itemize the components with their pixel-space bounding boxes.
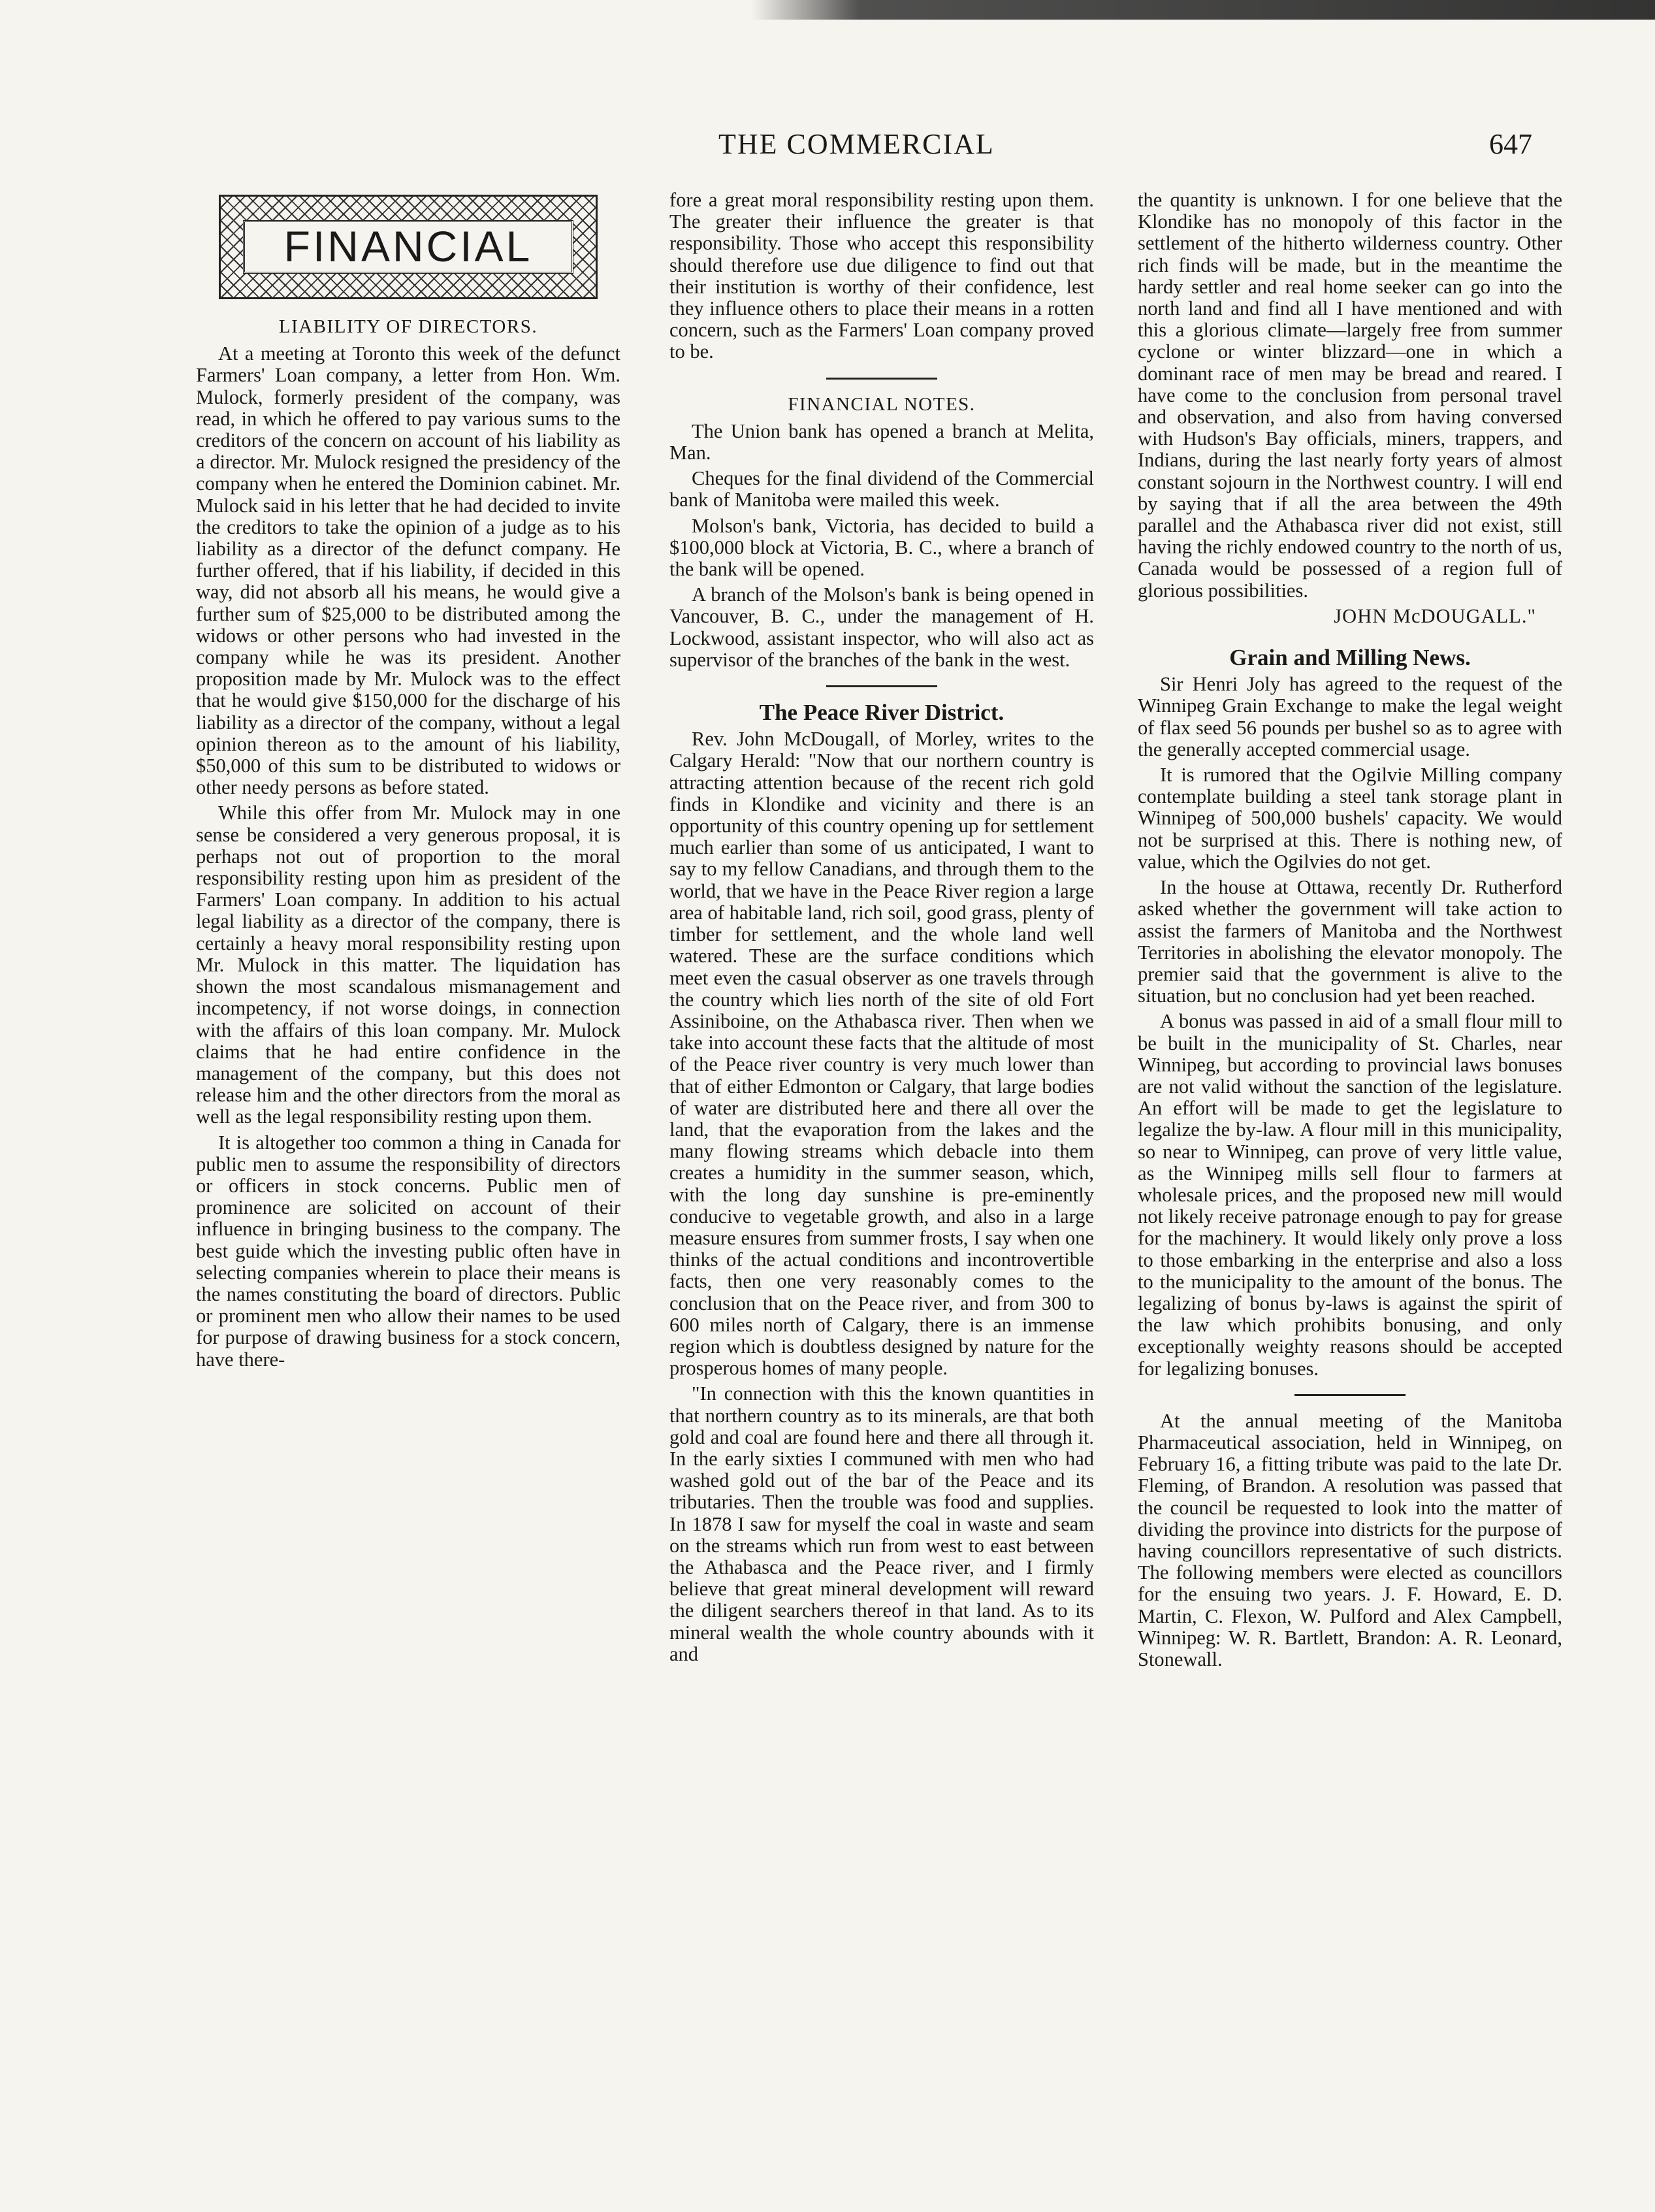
note-item: Molson's bank, Victoria, has decided to build a $100,000 block at Victoria, B. C., where a branch of the bank will be opened. — [669, 514, 1094, 581]
running-header — [0, 127, 1655, 167]
article-paragraph-continued: fore a great moral responsibility resting upon them. The greater their influence the greater is that responsibility. Those who accept this responsibility should therefore use due diligence to find out that their institution is worthy of their confidence, lest they influence others to place their means in a rotten concern, such as the Farmers' Loan company proved to be. — [669, 189, 1094, 363]
article-paragraph: A bonus was passed in aid of a small flour mill to be built in the municipality of St. Charles, near Winnipeg, but according to provincial laws bonuses are not valid without the sanction of the legislature. An effort will be made to get the legislature to legalize the by-law. A flour mill in this municipality, so near to Winnipeg, can prove of very little value, as the Winnipeg mills sell flour to farmers at wholesale prices, and the proposed new mill would not likely receive patronage enough to pay for grease for the machinery. It would likely only prove a loss to those embarking in the enterprise and also a loss to the municipality to the amount of the bonus. The legalizing of bonus by-laws is against the spirit of the law which prohibits bonusing, and only exceptionally weighty reasons should be accepted for legalizing bonuses. — [1138, 1010, 1562, 1380]
letter-signature: JOHN McDOUGALL." — [1334, 604, 1536, 627]
article-paragraph: It is altogether too common a thing in Canada for public men to assume the responsibility of directors or officers in stock concerns. Public men of prominence are solicited on account of their influence in bringing business to the company. The best guide which the investing public often have in selecting companies wherein to place their means is the names constituting the board of directors. Public or prominent men who allow their names to be used for purpose of drawing business for a stock concern, have there- — [196, 1131, 620, 1371]
article-heading-liability: LIABILITY OF DIRECTORS. — [278, 316, 538, 337]
article-paragraph: At a meeting at Toronto this week of the defunct Farmers' Loan company, a letter from Hon. Wm. Mulock, formerly president of the company, was read, in which he offered to pay various sums to the creditors of the concern on account of his liability as a director. Mr. Mulock resigned the presidency of the company when he entered the Dominion cabinet. Mr. Mulock said in his letter that he had decided to invite the creditors to take the opinion of a judge as to his liability as a director of the defunct company. He further offered, that if his liability, if decided in this way, did not absorb all his means, he would give a further sum of $25,000 to be distributed among the widows or other persons who had invested in the company while he was its president. Another proposition made by Mr. Mulock was to the effect that he would give $150,000 for the discharge of his liability as a director of the company, without a legal opinion thereon as to the amount of his liability, $50,000 of this sum to be distributed to widows or other needy persons as before stated. — [196, 342, 620, 799]
article-paragraph: "In connection with this the known quantities in that northern country as to its minerals, are that both gold and coal are found here and there all through it. In the early sixties I communed with men who had washed gold out of the bar of the Peace and its tributaries. Then the trouble was food and supplies. In 1878 I saw for myself the coal in waste and seam on the streams which run from west to east between the Athabasca and the Peace river, and I firmly believe that great mineral development will reward the diligent searchers thereof in that land. As to its mineral wealth the whole country abounds with it and — [669, 1382, 1094, 1665]
note-item: Cheques for the final dividend of the Commercial bank of Manitoba were mailed this week. — [669, 467, 1094, 512]
article-paragraph: It is rumored that the Ogilvie Milling company contemplate building a steel tank storage plant in Winnipeg of 500,000 bushels' capacity. We would not be surprised at this. There is nothing new, of value, which the Ogilvies do not get. — [1138, 764, 1562, 873]
article-paragraph: In the house at Ottawa, recently Dr. Rutherford asked whether the government will take action to assist the farmers of Manitoba and the Northwest Territories in abolishing the elevator monopoly. The premier said that the government is alive to the situation, but no conclusion had yet been reached. — [1138, 876, 1562, 1007]
article-paragraph: Rev. John McDougall, of Morley, writes to the Calgary Herald: "Now that our northern country is attracting attention because of the recent rich gold finds in Klondike and vicinity and there is an opportunity of this country opening up for settlement much earlier than some of us anticipated, I want to say to my fellow Canadians, and through them to the world, that we have in the Peace River region a large area of habitable land, rich soil, good grass, plenty of timber for settlement, and the whole land well watered. These are the surface conditions which meet even the casual observer as one travels through the country which lies north of the site of old Fort Assiniboine, on the Athabasca river. Then when we take into account these facts that the altitude of most of the Peace river country is very much lower than that of either Edmonton or Calgary, that large bodies of water are distributed here and there all over the land, that the evaporation from the lakes and the many flowing streams which debacle into them creates a humidity in the summer season, which, with the long day sunshine is pre-eminently conducive to vegetable growth, and also in a large measure ensures from summer frosts, I say when one thinks of the actual conditions and incontrovertible facts, then one very reasonably comes to the conclusion that on the Peace river, and from 300 to 600 miles north of Calgary, there is an immense region which is doubtless designed by nature for the prosperous homes of many people. — [669, 728, 1094, 1380]
note-item: A branch of the Molson's bank is being opened in Vancouver, B. C., under the management of H. Lockwood, assistant inspector, who will also act as supervisor of the branches of the bank in the west. — [669, 583, 1094, 671]
publication-title: THE COMMERCIAL — [718, 128, 995, 160]
column-1 — [196, 189, 620, 1374]
column-3 — [1138, 189, 1562, 1674]
article-paragraph: Sir Henri Joly has agreed to the request of the Winnipeg Grain Exchange to make the legal weight of flax seed 56 pounds per bushel so as to agree with the generally accepted commercial usage. — [1138, 673, 1562, 760]
scan-edge-band — [751, 0, 1655, 20]
article-heading-financial-notes: FINANCIAL NOTES. — [788, 393, 976, 415]
column-2 — [669, 189, 1094, 1669]
financial-banner-label: FINANCIAL — [283, 222, 533, 271]
article-heading-grain-milling: Grain and Milling News. — [1229, 645, 1471, 671]
section-divider — [826, 378, 937, 380]
article-heading-peace-river: The Peace River District. — [759, 700, 1004, 726]
financial-banner-frame — [243, 220, 573, 274]
page-number: 647 — [1489, 128, 1532, 160]
note-item: The Union bank has opened a branch at Melita, Man. — [669, 419, 1094, 464]
article-paragraph-continued: the quantity is unknown. I for one believe that the Klondike has no monopoly of this factor in the settlement of the hitherto wilderness country. Other rich finds will be made, but in the meantime the hardy settler and real home seeker can go into the north land and find all I have mentioned and with this a glorious climate—largely free from summer cyclone or winter blizzard—one in which a dominant race of men may be bread and reared. I have come to the conclusion from personal travel and observation, and also from having conversed with Hudson's Bay officials, miners, trappers, and Indians, during the last nearly forty years of almost constant sojourn in the Northwest country. I will end by saying that if all the area between the 49th parallel and the Athabasca river did not exist, still having the richly endowed country to the north of us, Canada would be possessed of a region full of glorious possibilities. — [1138, 189, 1562, 602]
article-paragraph: At the annual meeting of the Manitoba Pharmaceutical association, held in Winnipeg, on February 16, a fitting tribute was paid to the late Dr. Fleming, of Brandon. A resolution was passed that the council be requested to look into the matter of dividing the province into districts for the purpose of having councillors representative of such districts. The following members were elected as councillors for the ensuing two years. J. F. Howard, E. D. Martin, C. Flexon, W. Pulford and Alex Campbell, Winnipeg: W. R. Bartlett, Brandon: A. R. Leonard, Stonewall. — [1138, 1409, 1562, 1670]
section-divider — [1294, 1394, 1406, 1396]
article-paragraph: While this offer from Mr. Mulock may in one sense be considered a very generous proposal, it is perhaps not out of proportion to the moral responsibility resting upon him as president of the Farmers' Loan company. In addition to his actual legal liability as a director of the company, there is certainly a heavy moral responsibility resting upon Mr. Mulock in this matter. The liquidation has shown the most scandalous mismanagement and incompetency, if not worse doings, in connection with the affairs of this loan company. Mr. Mulock claims that he had entire confidence in the management of the company, but this does not release him and the other directors from the moral as well as the legal responsibility resting upon them. — [196, 802, 620, 1128]
financial-banner — [219, 195, 598, 299]
section-divider — [826, 685, 937, 687]
